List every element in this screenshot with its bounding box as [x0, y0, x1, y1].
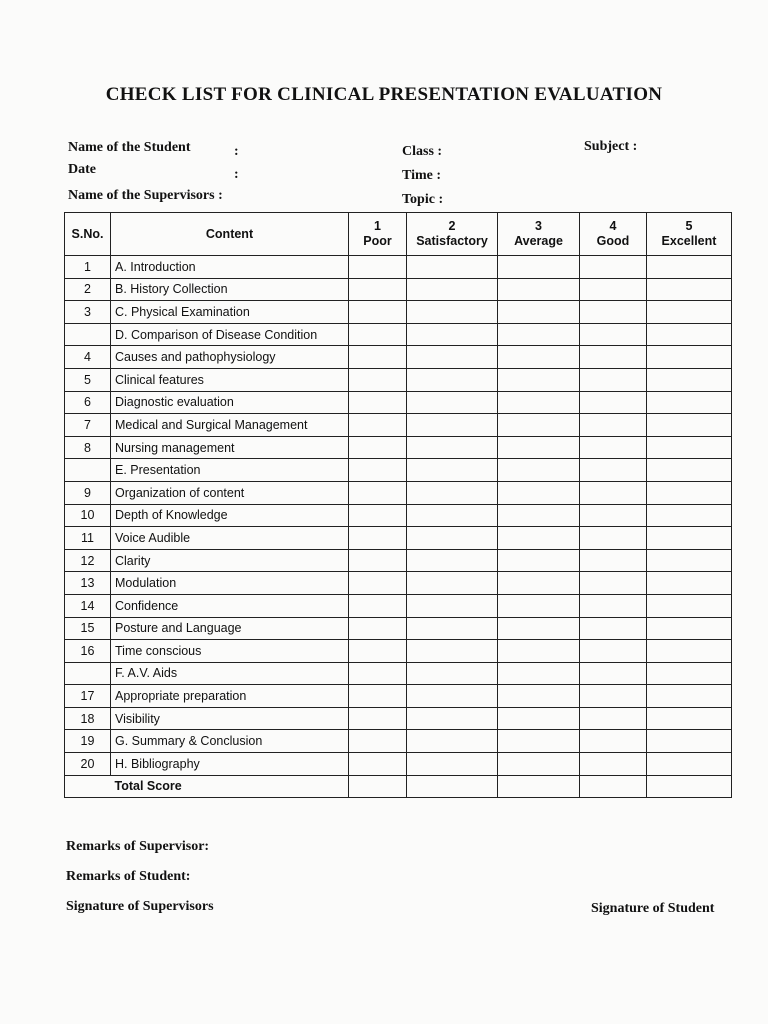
rating-label: Excellent [661, 234, 717, 248]
row-sno: 4 [65, 346, 111, 369]
rating-cell-4[interactable] [580, 414, 647, 437]
rating-cell-1[interactable] [349, 572, 407, 595]
table-row [65, 753, 732, 776]
rating-cell-3[interactable] [498, 572, 580, 595]
total-score-cell-1[interactable] [349, 775, 407, 798]
rating-cell-2[interactable] [407, 685, 498, 708]
table-row [65, 414, 732, 437]
row-sno [65, 459, 111, 482]
row-sno: 15 [65, 617, 111, 640]
rating-header-excellent [647, 213, 732, 256]
table-row [65, 368, 732, 391]
row-content: Organization of content [111, 481, 349, 504]
rating-cell-5[interactable] [647, 527, 732, 550]
row-sno: 18 [65, 707, 111, 730]
rating-cell-1[interactable] [349, 436, 407, 459]
signature-supervisors-label: Signature of Supervisors [66, 899, 214, 914]
content-header: Content [111, 213, 349, 256]
rating-cell-5[interactable] [647, 662, 732, 685]
rating-cell-2[interactable] [407, 549, 498, 572]
rating-cell-1[interactable] [349, 368, 407, 391]
row-sno: 10 [65, 504, 111, 527]
rating-cell-5[interactable] [647, 436, 732, 459]
row-sno: 11 [65, 527, 111, 550]
rating-cell-3[interactable] [498, 685, 580, 708]
rating-cell-3[interactable] [498, 368, 580, 391]
row-content: D. Comparison of Disease Condition [111, 323, 349, 346]
table-body [65, 256, 732, 798]
row-content: Time conscious [111, 640, 349, 663]
rating-cell-3[interactable] [498, 549, 580, 572]
rating-cell-2[interactable] [407, 662, 498, 685]
rating-cell-4[interactable] [580, 707, 647, 730]
row-sno: 17 [65, 685, 111, 708]
row-content: Visibility [111, 707, 349, 730]
row-content: G. Summary & Conclusion [111, 730, 349, 753]
rating-cell-2[interactable] [407, 278, 498, 301]
rating-cell-2[interactable] [407, 617, 498, 640]
rating-cell-4[interactable] [580, 662, 647, 685]
rating-cell-5[interactable] [647, 301, 732, 324]
rating-cell-2[interactable] [407, 572, 498, 595]
row-content: Diagnostic evaluation [111, 391, 349, 414]
table-row [65, 549, 732, 572]
row-content: Clarity [111, 549, 349, 572]
rating-cell-2[interactable] [407, 594, 498, 617]
rating-cell-4[interactable] [580, 640, 647, 663]
signature-student-label: Signature of Student [591, 901, 715, 916]
rating-cell-1[interactable] [349, 549, 407, 572]
rating-cell-5[interactable] [647, 572, 732, 595]
rating-cell-5[interactable] [647, 730, 732, 753]
table-row [65, 301, 732, 324]
row-sno: 7 [65, 414, 111, 437]
rating-cell-2[interactable] [407, 640, 498, 663]
rating-cell-1[interactable] [349, 662, 407, 685]
rating-cell-2[interactable] [407, 481, 498, 504]
rating-cell-2[interactable] [407, 459, 498, 482]
rating-cell-4[interactable] [580, 391, 647, 414]
table-row [65, 391, 732, 414]
rating-number: 3 [535, 219, 542, 233]
rating-cell-3[interactable] [498, 301, 580, 324]
rating-cell-2[interactable] [407, 301, 498, 324]
rating-cell-2[interactable] [407, 436, 498, 459]
rating-cell-3[interactable] [498, 459, 580, 482]
rating-cell-2[interactable] [407, 323, 498, 346]
rating-label: Average [514, 234, 563, 248]
rating-cell-1[interactable] [349, 301, 407, 324]
table-row [65, 685, 732, 708]
rating-cell-4[interactable] [580, 301, 647, 324]
total-score-label: Total Score [111, 775, 349, 798]
row-content: A. Introduction [111, 256, 349, 279]
rating-cell-4[interactable] [580, 346, 647, 369]
rating-cell-5[interactable] [647, 481, 732, 504]
rating-number: 1 [374, 219, 381, 233]
row-sno: 8 [65, 436, 111, 459]
row-sno: 9 [65, 481, 111, 504]
rating-number: 4 [609, 219, 617, 233]
row-sno: 2 [65, 278, 111, 301]
rating-cell-4[interactable] [580, 549, 647, 572]
rating-cell-3[interactable] [498, 323, 580, 346]
rating-cell-1[interactable] [349, 481, 407, 504]
row-content: H. Bibliography [111, 753, 349, 776]
table-row [65, 436, 732, 459]
rating-cell-1[interactable] [349, 504, 407, 527]
rating-cell-3[interactable] [498, 753, 580, 776]
student-name-label: Name of the Student [68, 140, 191, 155]
table-row [65, 323, 732, 346]
rating-cell-1[interactable] [349, 707, 407, 730]
total-sno-cell [65, 775, 111, 798]
rating-cell-4[interactable] [580, 256, 647, 279]
rating-number: 5 [685, 219, 693, 233]
row-sno [65, 662, 111, 685]
topic-label: Topic : [402, 192, 444, 207]
rating-cell-5[interactable] [647, 640, 732, 663]
subject-label: Subject : [584, 139, 638, 154]
row-sno: 16 [65, 640, 111, 663]
row-sno: 1 [65, 256, 111, 279]
row-content: Clinical features [111, 368, 349, 391]
rating-cell-3[interactable] [498, 256, 580, 279]
date-label: Date [68, 162, 96, 177]
rating-cell-4[interactable] [580, 368, 647, 391]
rating-cell-5[interactable] [647, 346, 732, 369]
rating-cell-1[interactable] [349, 527, 407, 550]
rating-cell-2[interactable] [407, 346, 498, 369]
rating-cell-1[interactable] [349, 640, 407, 663]
rating-cell-2[interactable] [407, 730, 498, 753]
rating-cell-5[interactable] [647, 549, 732, 572]
total-score-cell-4[interactable] [580, 775, 647, 798]
rating-cell-3[interactable] [498, 481, 580, 504]
row-sno: 14 [65, 594, 111, 617]
rating-cell-3[interactable] [498, 414, 580, 437]
rating-cell-5[interactable] [647, 594, 732, 617]
rating-cell-4[interactable] [580, 730, 647, 753]
rating-header-satisfactory [407, 213, 498, 256]
table-row [65, 707, 732, 730]
rating-cell-4[interactable] [580, 504, 647, 527]
table-row [65, 278, 732, 301]
row-content: Confidence [111, 594, 349, 617]
row-content: Appropriate preparation [111, 685, 349, 708]
rating-header-average [498, 213, 580, 256]
rating-cell-5[interactable] [647, 617, 732, 640]
rating-cell-5[interactable] [647, 391, 732, 414]
rating-cell-2[interactable] [407, 527, 498, 550]
evaluation-table [64, 212, 732, 798]
rating-cell-1[interactable] [349, 594, 407, 617]
student-name-colon: : [234, 144, 239, 159]
rating-cell-1[interactable] [349, 346, 407, 369]
rating-cell-5[interactable] [647, 414, 732, 437]
row-content: Voice Audible [111, 527, 349, 550]
table-header-row [65, 213, 732, 256]
class-label: Class : [402, 144, 443, 159]
rating-label: Poor [363, 234, 392, 248]
rating-cell-3[interactable] [498, 527, 580, 550]
total-score-cell-3[interactable] [498, 775, 580, 798]
row-sno: 6 [65, 391, 111, 414]
rating-cell-3[interactable] [498, 707, 580, 730]
rating-cell-4[interactable] [580, 617, 647, 640]
row-sno: 5 [65, 368, 111, 391]
rating-cell-1[interactable] [349, 256, 407, 279]
table-row [65, 572, 732, 595]
total-score-cell-5[interactable] [647, 775, 732, 798]
rating-cell-5[interactable] [647, 753, 732, 776]
rating-cell-3[interactable] [498, 640, 580, 663]
rating-cell-5[interactable] [647, 459, 732, 482]
table-row [65, 617, 732, 640]
row-sno: 19 [65, 730, 111, 753]
table-row [65, 594, 732, 617]
rating-cell-2[interactable] [407, 707, 498, 730]
row-content: C. Physical Examination [111, 301, 349, 324]
rating-cell-4[interactable] [580, 753, 647, 776]
rating-cell-1[interactable] [349, 617, 407, 640]
row-sno: 13 [65, 572, 111, 595]
row-content: Causes and pathophysiology [111, 346, 349, 369]
rating-cell-1[interactable] [349, 753, 407, 776]
rating-cell-1[interactable] [349, 391, 407, 414]
rating-cell-5[interactable] [647, 256, 732, 279]
rating-cell-3[interactable] [498, 391, 580, 414]
row-content: Medical and Surgical Management [111, 414, 349, 437]
rating-cell-4[interactable] [580, 278, 647, 301]
rating-cell-4[interactable] [580, 481, 647, 504]
rating-cell-2[interactable] [407, 391, 498, 414]
rating-header-poor [349, 213, 407, 256]
rating-cell-4[interactable] [580, 459, 647, 482]
total-score-row [65, 775, 732, 798]
rating-cell-5[interactable] [647, 278, 732, 301]
rating-cell-4[interactable] [580, 436, 647, 459]
rating-cell-4[interactable] [580, 527, 647, 550]
row-sno: 12 [65, 549, 111, 572]
rating-label: Good [596, 234, 630, 248]
table-row [65, 662, 732, 685]
rating-cell-3[interactable] [498, 504, 580, 527]
rating-cell-3[interactable] [498, 662, 580, 685]
table-row [65, 459, 732, 482]
rating-number: 2 [448, 219, 456, 233]
row-sno [65, 323, 111, 346]
row-content: Posture and Language [111, 617, 349, 640]
rating-cell-1[interactable] [349, 323, 407, 346]
table-row [65, 730, 732, 753]
rating-cell-3[interactable] [498, 278, 580, 301]
remarks-supervisor-label: Remarks of Supervisor: [66, 839, 210, 854]
row-sno: 20 [65, 753, 111, 776]
rating-cell-5[interactable] [647, 504, 732, 527]
rating-cell-2[interactable] [407, 368, 498, 391]
table-row [65, 256, 732, 279]
rating-cell-1[interactable] [349, 278, 407, 301]
row-content: E. Presentation [111, 459, 349, 482]
rating-cell-5[interactable] [647, 323, 732, 346]
rating-cell-1[interactable] [349, 414, 407, 437]
rating-cell-1[interactable] [349, 459, 407, 482]
rating-cell-1[interactable] [349, 685, 407, 708]
rating-cell-3[interactable] [498, 594, 580, 617]
rating-cell-2[interactable] [407, 753, 498, 776]
rating-cell-4[interactable] [580, 323, 647, 346]
time-label: Time : [402, 168, 442, 183]
rating-label: Satisfactory [416, 234, 488, 248]
rating-header-good [580, 213, 647, 256]
rating-cell-2[interactable] [407, 504, 498, 527]
rating-cell-2[interactable] [407, 414, 498, 437]
table-row [65, 640, 732, 663]
table-row [65, 346, 732, 369]
table-row [65, 527, 732, 550]
rating-cell-3[interactable] [498, 346, 580, 369]
rating-cell-4[interactable] [580, 685, 647, 708]
table-row [65, 504, 732, 527]
rating-cell-5[interactable] [647, 368, 732, 391]
supervisors-name-label: Name of the Supervisors : [68, 188, 223, 203]
total-score-cell-2[interactable] [407, 775, 498, 798]
form-title: CHECK LIST FOR CLINICAL PRESENTATION EVALUATION [105, 84, 663, 105]
row-content: Depth of Knowledge [111, 504, 349, 527]
sno-header: S.No. [65, 213, 111, 256]
row-content: B. History Collection [111, 278, 349, 301]
rating-cell-5[interactable] [647, 707, 732, 730]
rating-cell-1[interactable] [349, 730, 407, 753]
rating-cell-2[interactable] [407, 256, 498, 279]
rating-cell-5[interactable] [647, 685, 732, 708]
row-content: Modulation [111, 572, 349, 595]
row-content: F. A.V. Aids [111, 662, 349, 685]
rating-cell-4[interactable] [580, 572, 647, 595]
date-colon: : [234, 167, 239, 182]
rating-cell-4[interactable] [580, 594, 647, 617]
row-content: Nursing management [111, 436, 349, 459]
rating-cell-3[interactable] [498, 730, 580, 753]
row-sno: 3 [65, 301, 111, 324]
rating-cell-3[interactable] [498, 617, 580, 640]
table-row [65, 481, 732, 504]
remarks-student-label: Remarks of Student: [66, 869, 191, 884]
rating-cell-3[interactable] [498, 436, 580, 459]
